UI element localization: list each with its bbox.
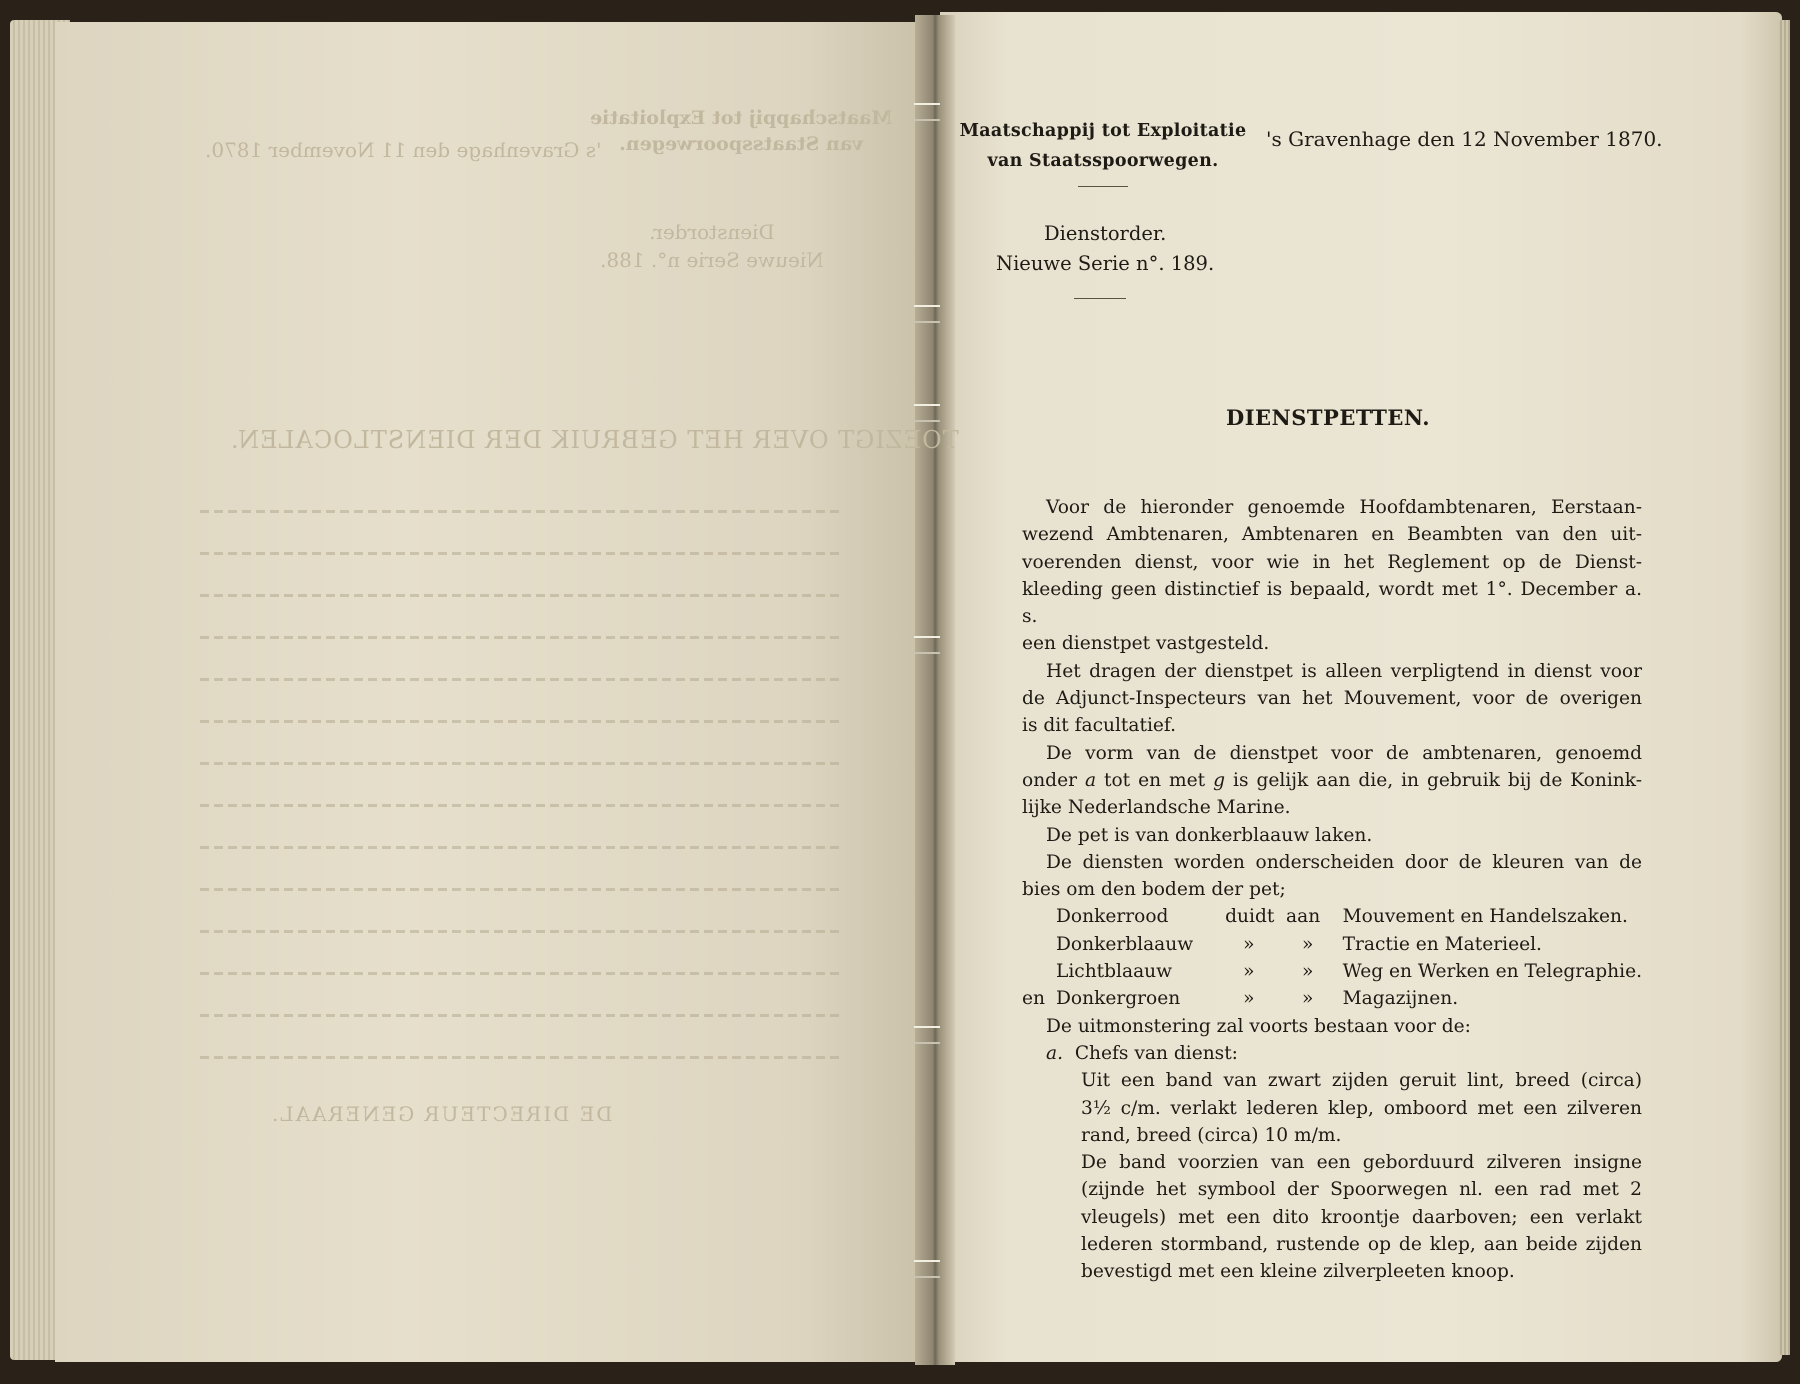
place-date: 's Gravenhage den 12 November 1870. — [1266, 127, 1663, 151]
document-title: DIENSTPETTEN. — [1226, 405, 1431, 430]
bleed-signature: DE DIRECTEUR GENERAAL. — [270, 1102, 613, 1126]
service-cell: Weg en Werken en Telegraphie. — [1342, 961, 1642, 983]
paragraph-line: Het dragen der dienstpet is alleen verpligtend in dienst voor — [1046, 660, 1642, 682]
right-page-edges — [1778, 20, 1790, 1355]
verb-cell: » — [1243, 933, 1255, 955]
verb-cell: duidt — [1225, 906, 1275, 928]
paragraph-line: kleeding geen distinctief is bepaald, wordt met 1°. December a. s. — [1022, 578, 1642, 628]
bleed-date: 's Gravenhage den 11 November 1870. — [205, 138, 602, 162]
paragraph-line: De pet is van donkerblaauw laken. — [1046, 824, 1373, 846]
order-series: Nieuwe Serie n°. 189. — [996, 252, 1215, 275]
table-row — [1056, 958, 1642, 985]
bies-color: Lichtblaauw — [1056, 961, 1173, 983]
paragraph-line: bevestigd met een kleine zilverpleeten knoop. — [1081, 1261, 1515, 1283]
company-name: Maatschappij tot Exploitatie van Staatsspoorwegen. — [959, 121, 1247, 171]
subsection-text — [1022, 1067, 1642, 1285]
verb-cell: » — [1243, 988, 1255, 1010]
paragraph-line: Voor de hieronder genoemde Hoofdambtenaren, Eerstaan- — [1046, 497, 1642, 518]
service-cell: Mouvement en Handelszaken. — [1342, 906, 1628, 928]
paragraph-line: voerenden dienst, voor wie in het Reglement op de Dienst- — [1022, 551, 1642, 573]
prep-cell: aan — [1286, 906, 1321, 928]
paragraph-line: De vorm van de dienstpet voor de ambtenaren, genoemd — [1046, 742, 1642, 764]
paragraph-line: een dienstpet vastgesteld. — [1022, 633, 1270, 655]
prep-cell: » — [1302, 988, 1314, 1010]
bleed-text-lines — [200, 510, 840, 1098]
binding-stitch — [914, 103, 940, 121]
divider-rule — [1074, 298, 1126, 299]
bies-color: Donkergroen — [1056, 988, 1181, 1010]
service-cell: Magazijnen. — [1342, 988, 1459, 1010]
order-label: Dienstorder. — [1044, 222, 1167, 245]
table-row — [1056, 903, 1642, 930]
subsection-label: Chefs van dienst: — [1074, 1042, 1238, 1064]
binding-stitch — [914, 1260, 940, 1278]
paragraph-line: (zijnde het symbool der Spoorwegen nl. een rad met 2 — [1081, 1179, 1642, 1201]
prep-cell: » — [1302, 933, 1314, 955]
paragraph-line: onder a tot en met g is gelijk aan die, in gebruik bij de Konink- — [1022, 769, 1642, 791]
service-color-table — [1022, 903, 1642, 1012]
bies-color: Donkerblaauw — [1056, 933, 1194, 955]
paragraph-line: de Adjunct-Inspecteurs van het Mouvement, voor de overigen — [1022, 688, 1642, 710]
table-row: en Donkergroen » » Magazijnen. — [1056, 985, 1642, 1012]
bies-color: Donkerrood — [1056, 906, 1169, 928]
binding-stitch — [914, 1026, 940, 1044]
paragraph-line: bies om den bodem der pet; — [1022, 879, 1286, 901]
paragraph-line: De uitmonstering zal voorts bestaan voor de: — [1046, 1015, 1471, 1037]
paragraph-line: 3½ c/m. verlakt lederen klep, omboord met een zilveren — [1081, 1097, 1642, 1119]
verb-cell: » — [1243, 961, 1255, 983]
document-body — [1022, 494, 1642, 1286]
paragraph-line: De diensten worden onderscheiden door de kleuren van de — [1046, 851, 1642, 873]
table-row — [1056, 931, 1642, 958]
subsection-marker: a. — [1046, 1042, 1063, 1064]
paragraph-line: is dit facultatief. — [1022, 715, 1177, 737]
bleed-title: TOEZIGT OVER HET GEBRUIK DER DIENSTLOCALEN. — [230, 426, 959, 454]
paragraph-line: vleugels) met een dito kroontje daarboven; een verlakt — [1081, 1206, 1642, 1228]
binding-stitch — [914, 636, 940, 654]
paragraph-line: lijke Nederlandsche Marine. — [1022, 797, 1291, 819]
prep-cell: » — [1302, 961, 1314, 983]
paragraph-line: wezend Ambtenaren, Ambtenaren en Beambten van den uit- — [1022, 524, 1642, 546]
divider-rule — [1078, 186, 1128, 187]
paragraph-line: rand, breed (circa) 10 m/m. — [1081, 1124, 1342, 1146]
paragraph-line: lederen stormband, rustende op de klep, aan beide zijden — [1081, 1234, 1642, 1256]
subsection-a — [1022, 1040, 1642, 1067]
bleed-header: Maatschappij tot Exploitatie van Staatsspoorwegen. — [590, 107, 893, 155]
service-cell: Tractie en Materieel. — [1342, 933, 1542, 955]
paragraph-line: Uit een band van zwart zijden geruit lint, breed (circa) — [1081, 1070, 1642, 1092]
paragraph-line: De band voorzien van een geborduurd zilveren insigne — [1081, 1152, 1642, 1174]
binding-stitch — [914, 404, 940, 422]
binding-stitch — [914, 305, 940, 323]
bleed-order: Dienstorder. Nieuwe Serie n°. 188. — [600, 220, 824, 272]
book-gutter — [915, 15, 955, 1365]
